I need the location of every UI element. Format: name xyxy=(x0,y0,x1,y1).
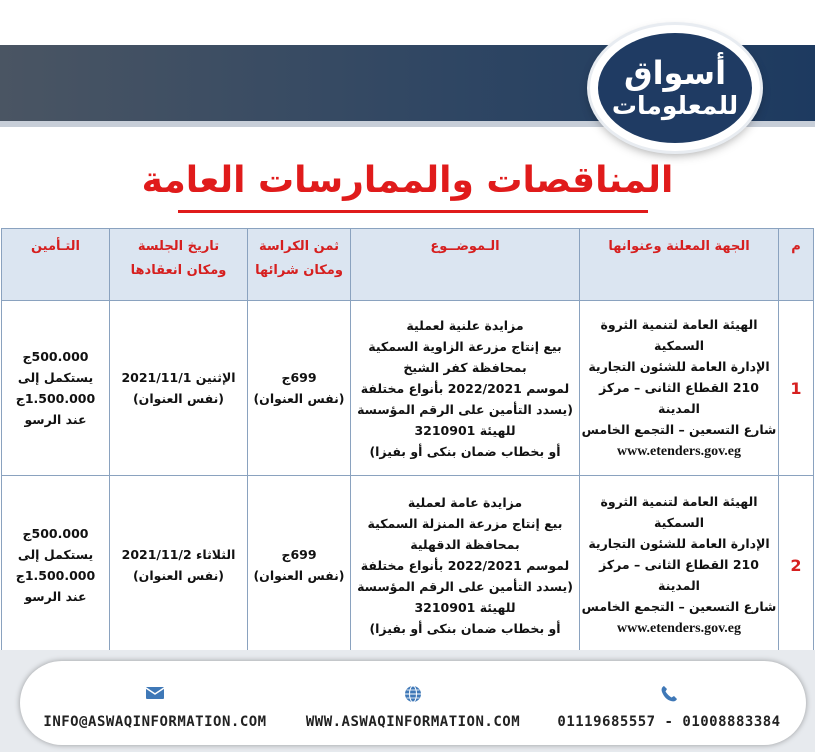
table-header-row xyxy=(2,229,814,301)
entity-line: الهيئة العامة لتنمية الثروة xyxy=(600,317,758,332)
row-subject xyxy=(351,301,580,476)
date-location: (نفس العنوان) xyxy=(132,391,225,406)
insurance-line: 500.000ج xyxy=(22,526,89,541)
price-value: 699ج xyxy=(281,547,317,562)
subject-line: بمحافظة الدقهلية xyxy=(410,536,520,552)
entity-line: الإدارة العامة للشئون التجارية xyxy=(588,359,770,374)
header-date-line2: ومكان انعقادها xyxy=(130,263,227,278)
row-entity xyxy=(580,301,779,476)
entity-line: الإدارة العامة للشئون التجارية xyxy=(588,536,770,551)
row-date xyxy=(110,476,248,655)
row-number: 2 xyxy=(779,476,814,655)
insurance-line: 1.500.000ج xyxy=(15,391,96,406)
logo-text-sub: للمعلومات xyxy=(611,91,739,120)
price-location: (نفس العنوان) xyxy=(253,568,345,583)
subject-line: للهيئة 3210901 xyxy=(414,599,516,615)
row-number: 1 xyxy=(779,301,814,476)
subject-line: أو بخطاب ضمان بنكى أو بفيزا) xyxy=(369,620,561,636)
website-text: WWW.ASWAQINFORMATION.COM xyxy=(305,714,521,730)
row-entity xyxy=(580,476,779,655)
contact-footer xyxy=(20,661,806,745)
header-date xyxy=(110,229,248,301)
subject-line: بمحافظة كفر الشيخ xyxy=(403,359,527,375)
header-subject: الـموضــوع xyxy=(351,229,580,301)
price-value: 699ج xyxy=(281,370,317,385)
subject-line: لموسم 2022/2021 بأنواع مختلفة xyxy=(360,380,570,396)
row-price xyxy=(248,301,351,476)
phone-text: 01119685557 - 01008883384 xyxy=(557,714,781,730)
subject-line: للهيئة 3210901 xyxy=(414,422,516,438)
entity-line: 210 القطاع الثانى – مركز المدينة xyxy=(599,557,759,593)
tenders-table xyxy=(1,228,814,655)
header-insurance: التـأمين xyxy=(2,229,110,301)
subject-line: (يسدد التأمين على الرقم المؤسسة xyxy=(357,401,573,417)
page-title: المناقصات والممارسات العامة xyxy=(141,160,674,201)
subject-line: لموسم 2022/2021 بأنواع مختلفة xyxy=(360,557,570,573)
phone-icon xyxy=(659,685,679,705)
entity-line: شارع التسعين – التجمع الخامس xyxy=(581,422,777,437)
entity-line: شارع التسعين – التجمع الخامس xyxy=(581,599,777,614)
insurance-line: يستكمل إلى xyxy=(17,547,94,562)
entity-line: 210 القطاع الثانى – مركز المدينة xyxy=(599,380,759,416)
table-row xyxy=(2,301,814,476)
header-entity: الجهة المعلنة وعنوانها xyxy=(580,229,779,301)
footer-phone[interactable] xyxy=(544,685,794,730)
row-price xyxy=(248,476,351,655)
insurance-line: عند الرسو xyxy=(24,589,87,604)
date-value: الثلاثاء 2021/11/2 xyxy=(121,547,236,562)
entity-url-link[interactable]: www.etenders.gov.eg xyxy=(616,621,742,636)
header-num: م xyxy=(779,229,814,301)
header-price-line2: ومكان شرائها xyxy=(255,263,343,278)
footer-website[interactable] xyxy=(288,685,538,730)
email-text: INFO@ASWAQINFORMATION.COM xyxy=(43,714,267,730)
date-location: (نفس العنوان) xyxy=(132,568,225,583)
insurance-line: عند الرسو xyxy=(24,412,87,427)
table-row xyxy=(2,476,814,655)
header-date-line1: تاريخ الجلسة xyxy=(137,239,220,254)
logo-badge xyxy=(598,33,752,143)
date-value: الإثنين 2021/11/1 xyxy=(121,370,236,385)
price-location: (نفس العنوان) xyxy=(253,391,345,406)
entity-line: السمكية xyxy=(653,515,705,530)
entity-line: الهيئة العامة لتنمية الثروة xyxy=(600,494,758,509)
header-price xyxy=(248,229,351,301)
subject-line: مزايدة عامة لعملية xyxy=(407,494,523,510)
title-underline xyxy=(178,210,648,213)
entity-line: السمكية xyxy=(653,338,705,353)
insurance-line: 1.500.000ج xyxy=(15,568,96,583)
subject-line: بيع إنتاج مزرعة المنزلة السمكية xyxy=(367,515,563,531)
header-price-line1: ثمن الكراسة xyxy=(259,239,339,254)
row-date xyxy=(110,301,248,476)
subject-line: أو بخطاب ضمان بنكى أو بفيزا) xyxy=(369,443,561,459)
envelope-icon xyxy=(145,685,165,705)
row-subject xyxy=(351,476,580,655)
insurance-line: يستكمل إلى xyxy=(17,370,94,385)
row-insurance xyxy=(2,301,110,476)
logo-text-main: أسواق xyxy=(623,54,727,92)
subject-line: مزايدة علنية لعملية xyxy=(406,317,524,333)
globe-icon xyxy=(403,685,423,705)
insurance-line: 500.000ج xyxy=(22,349,89,364)
subject-line: (يسدد التأمين على الرقم المؤسسة xyxy=(357,578,573,594)
subject-line: بيع إنتاج مزرعة الزاوية السمكية xyxy=(368,338,562,354)
logo xyxy=(590,25,760,151)
entity-url-link[interactable]: www.etenders.gov.eg xyxy=(616,444,742,459)
footer-email[interactable] xyxy=(30,685,280,730)
row-insurance xyxy=(2,476,110,655)
